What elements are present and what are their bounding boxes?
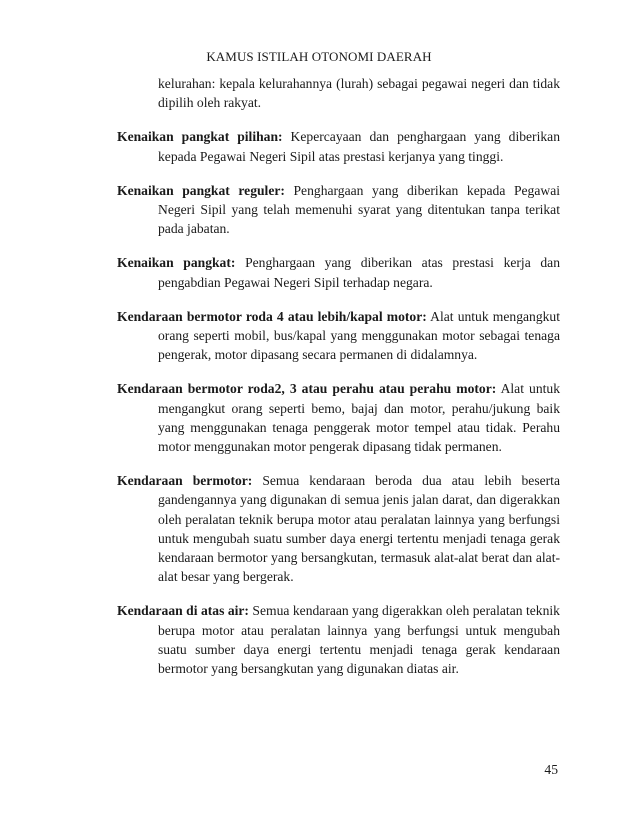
entry-term: Kenaikan pangkat reguler:	[117, 182, 285, 198]
entry-definition: Penghargaan yang diberikan atas prestasi kerja dan pengabdian Pegawai Negeri Sipil terhadap negara.	[158, 255, 560, 290]
glossary-entry	[117, 253, 560, 291]
entry-term: Kenaikan pangkat pilihan:	[117, 129, 283, 145]
page-number: 45	[544, 762, 558, 777]
entry-definition: Semua kendaraan beroda dua atau lebih beserta gandengannya yang digunakan di semua jenis jalan darat, dan digerakkan oleh peralatan teknik berupa motor atau peralatan lainnya yang berfungsi untuk mengubah suatu sumber daya energi tertentu menjadi tenaga gerak kendaraan bermotor yang bersangkutan, termasuk alat-alat berat dan alat-alat besar yang bergerak.	[158, 473, 560, 585]
entry-term: Kenaikan pangkat:	[117, 255, 236, 271]
glossary-entry	[117, 127, 560, 165]
glossary-entry	[117, 601, 560, 678]
entry-definition: Alat untuk mengangkut orang seperti bemo, bajaj dan motor, perahu/jukung baik yang menggunakan tenaga penggerak motor tempel atau tidak. Perahu motor menggunakan motor pengerak dipasang tidak permanen.	[158, 381, 560, 455]
glossary-entry	[117, 379, 560, 456]
entry-definition: Semua kendaraan yang digerakkan oleh peralatan teknik berupa motor atau peralatan lainnya yang berfungsi untuk mengubah suatu sumber daya energi tertentu menjadi tenaga gerak kendaraan bermotor yang bersangkutan yang digunakan diatas air.	[158, 603, 560, 677]
glossary-entry	[117, 181, 560, 239]
glossary-entry	[117, 307, 560, 365]
entry-term: Kendaraan bermotor roda2, 3 atau perahu atau perahu motor:	[117, 381, 497, 397]
continued-definition: kelurahan: kepala kelurahannya (lurah) sebagai pegawai negeri dan tidak dipilih oleh rakyat.	[158, 76, 560, 111]
entry-term: Kendaraan bermotor roda 4 atau lebih/kapal motor:	[117, 308, 427, 324]
entry-term: Kendaraan di atas air:	[117, 603, 249, 619]
entry-term: Kendaraan bermotor:	[117, 473, 253, 489]
entry-definition: Kepercayaan dan penghargaan yang diberikan kepada Pegawai Negeri Sipil atas prestasi kerjanya yang tinggi.	[158, 129, 560, 164]
entry-definition: Penghargaan yang diberikan kepada Pegawai Negeri Sipil yang telah memenuhi syarat yang ditentukan tanpa terikat pada jabatan.	[158, 182, 560, 237]
glossary-entry	[117, 471, 560, 586]
glossary-body	[117, 74, 560, 693]
running-header: KAMUS ISTILAH OTONOMI DAERAH	[206, 49, 432, 64]
entry-definition: Alat untuk mengangkut orang seperti mobil, bus/kapal yang menggunakan motor sebagai tenaga pengerak, motor dipasang secara permanen di didalamnya.	[158, 308, 560, 363]
